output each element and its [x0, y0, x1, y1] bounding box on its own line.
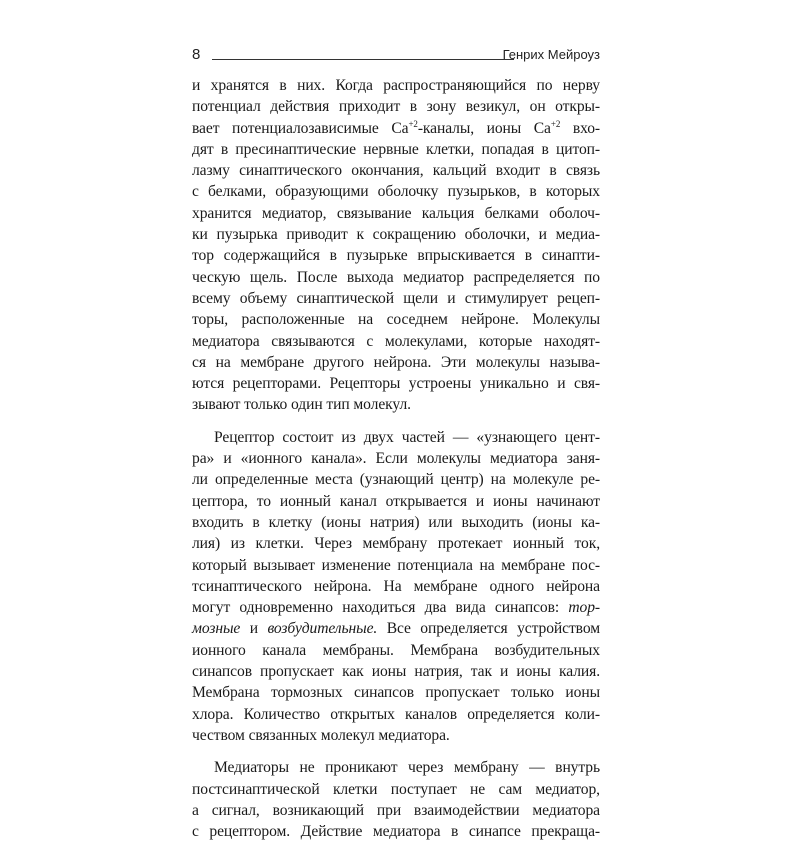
text-line: ся на мембране другого нейрона. Эти молекулы называ- — [192, 353, 600, 371]
text-line: с рецептором. Действие медиатора в синапсе прекраща- — [192, 823, 600, 841]
text-line: торы, расположенные на соседнем нейроне. Молекулы — [192, 311, 600, 329]
text-line: ра» и «ионного канала». Если молекулы медиатора заня- — [192, 450, 600, 468]
superscript: +2 — [550, 118, 561, 129]
text-line: и хранятся в них. Когда распространяющийся по нерву — [192, 77, 600, 94]
text-line: тсинаптического нейрона. На мембране одного нейрона — [192, 577, 600, 595]
text-line: Рецептор состоит из двух частей — «узнающего цент- — [214, 428, 600, 446]
text-line: входить в клетку (ионы натрия) или выходить (ионы ка- — [192, 513, 600, 531]
text-line: ческую щель. После выхода медиатор распределяется по — [192, 268, 600, 286]
text-line: лазму синаптического окончания, кальций входит в связь — [192, 162, 600, 180]
italic-term: мозные — [192, 620, 241, 638]
paragraph-gap — [192, 746, 600, 757]
page-header — [192, 42, 600, 66]
paragraph — [192, 75, 600, 416]
text-line: синапсов пропускает как ионы натрия, так и ионы калия. — [192, 663, 600, 681]
italic-term: тор- — [568, 599, 600, 617]
text-line: с белками, образующими оболочку пузырьков, в которых — [192, 183, 600, 201]
text-line: ки пузырька приводит к сокращению оболочки, и медиа- — [192, 226, 600, 244]
text-line: ются рецепторами. Рецепторы устроены уникально и свя- — [192, 375, 600, 393]
text-line: хранится медиатор, связывание кальция белками оболоч- — [192, 204, 600, 222]
text-line: дят в пресинаптические нервные клетки, попадая в цитоп- — [192, 140, 600, 158]
italic-term: возбудительные. — [267, 620, 378, 638]
text-line: Мембрана тормозных синапсов пропускает только ионы — [192, 684, 600, 702]
text-line: могут одновременно находиться два вида синапсов: тор- — [192, 599, 600, 617]
paragraph — [192, 427, 600, 746]
text-line: зывают только один тип молекул. — [192, 396, 411, 414]
text-line: ионного канала мембраны. Мембрана возбудительных — [192, 641, 600, 659]
superscript: +2 — [408, 118, 418, 129]
text-line: чеством связанных молекул медиатора. — [192, 726, 450, 744]
text-line: медиатора связываются с молекулами, которые находят- — [192, 332, 600, 350]
text-line: постсинаптической клетки поступает не сам медиатор, — [192, 780, 600, 798]
paragraph-gap — [192, 416, 600, 427]
text-line: а сигнал, возникающий при взаимодействии медиатора — [192, 801, 600, 819]
text-line: всему объему синаптической щели и стимулирует рецеп- — [192, 289, 600, 307]
text-line: цептора, то ионный канал открывается и ионы начинают — [192, 492, 600, 510]
text-line: который вызывает изменение потенциала на мембране пос- — [192, 556, 600, 574]
text-line: мозные и возбудительные. Все определяется устройством — [192, 620, 600, 638]
page-number: 8 — [192, 46, 201, 63]
body-text — [192, 75, 600, 842]
text-line: тор содержащийся в пузырьке впрыскивается в синапти- — [192, 247, 600, 265]
header-rule — [212, 59, 514, 60]
text-line: хлора. Количество открытых каналов определяется коли- — [192, 705, 600, 723]
text-line: вает потенциалозависимые $Ca^{+2}$-каналы, ионы $Ca^{+2}$ вхо- — [192, 118, 600, 137]
text-line: потенциал действия приходит в зону везикул, он откры- — [192, 98, 600, 116]
text-line: ли определенные места (узнающий центр) на молекуле ре- — [192, 471, 600, 489]
text-line: лия) из клетки. Через мембрану протекает ионный ток, — [192, 535, 600, 553]
running-head-author: Генрих Мейроуз — [502, 47, 600, 62]
text-line: Медиаторы не проникают через мембрану — внутрь — [214, 759, 600, 777]
